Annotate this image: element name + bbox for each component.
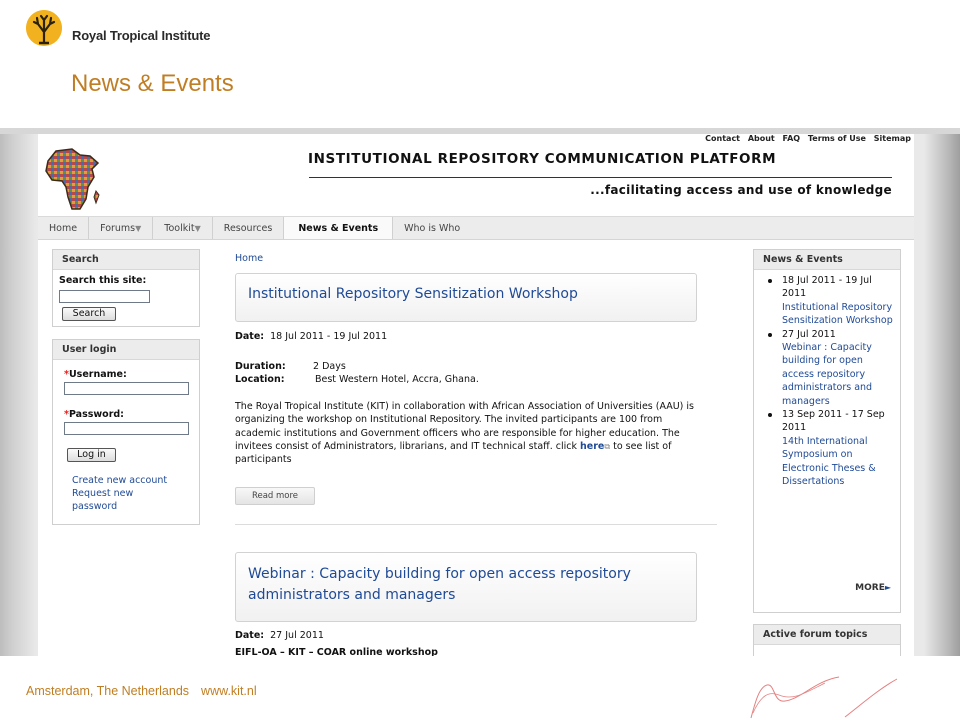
news-item [768,274,896,328]
kit-tree-logo-icon [26,10,62,46]
event1-location: Location: Best Western Hotel, Accra, Ghana. [235,374,479,385]
create-account-link[interactable]: Create new account [72,475,168,486]
news-date: 13 Sep 2011 - 17 Sep 2011 [782,409,885,434]
news-link[interactable]: Institutional Repository Sensitization Workshop [782,301,893,327]
bullet-icon [768,279,772,283]
username-field[interactable] [64,382,189,395]
active-forum-heading: Active forum topics [754,625,900,645]
request-password-line-1: Request new [72,488,134,499]
site-title: INSTITUTIONAL REPOSITORY COMMUNICATION PLATFORM [308,151,777,167]
breadcrumb-home[interactable]: Home [235,253,264,264]
top-link-about[interactable]: About [747,134,775,143]
brand-name: Royal Tropical Institute [72,28,211,43]
nav-news-events[interactable]: News & Events [284,217,393,239]
dropdown-caret-icon: ▼ [194,224,201,233]
more-link[interactable]: MORE► [855,583,891,593]
bullet-icon [768,333,772,337]
event1-title[interactable]: Institutional Repository Sensitization Workshop [248,286,578,302]
search-block [52,249,200,327]
africa-mosaic-logo[interactable] [42,147,102,213]
user-login-heading: User login [53,340,199,360]
password-field[interactable] [64,422,189,435]
arrow-right-icon: ► [884,583,891,592]
event1-duration: Duration: 2 Days [235,361,346,372]
nav-toolkit[interactable]: Toolkit▼ [153,217,212,239]
top-links [700,134,911,143]
event2-date: Date: 27 Jul 2011 [235,630,324,641]
event2-title-line-2: administrators and managers [248,587,456,603]
news-list [768,274,896,489]
event2-subtitle: EIFL-OA – KIT – COAR online workshop [235,647,438,656]
search-block-heading: Search [53,250,199,270]
search-button[interactable]: Search [62,307,116,321]
news-item [768,408,896,488]
top-link-sitemap[interactable]: Sitemap [873,134,911,143]
nav-forums[interactable]: Forums▼ [89,217,153,239]
news-events-block [753,249,901,613]
nav-home[interactable]: Home [38,217,89,239]
news-date: 18 Jul 2011 - 19 Jul 2011 [782,275,872,300]
top-link-faq[interactable]: FAQ [782,134,801,143]
footer-url[interactable]: www.kit.nl [201,684,257,698]
content-separator [235,524,717,525]
news-item [768,328,896,408]
event1-date: Date: 18 Jul 2011 - 19 Jul 2011 [235,331,388,342]
participants-link[interactable]: here [580,440,605,452]
news-link[interactable]: 14th International Symposium on Electronic Theses & Dissertations [782,435,876,488]
website-screenshot [38,134,914,656]
main-nav [38,216,914,240]
nav-who-is-who[interactable]: Who is Who [404,223,461,234]
search-label: Search this site: [59,275,147,286]
request-password-line-2: password [72,501,118,512]
news-link[interactable]: Webinar : Capacity building for open access repository administrators and managers [782,342,873,407]
active-forum-block [753,624,901,656]
news-events-heading: News & Events [754,250,900,270]
event1-description: The Royal Tropical Institute (KIT) in collaboration with African Association of Universities (AAU) is organizing the workshop on Institutional Repository. The invited participants are 100 from academic institutions and Government officers who are responsible for higher education. The invitees consist of Administrators, librarians, and IT technical staff. click here⧉ to see list of participants [235,401,694,466]
dropdown-caret-icon: ▼ [135,224,142,233]
search-input[interactable] [59,290,150,303]
site-tagline: ...facilitating access and use of knowledge [590,183,892,197]
slide-footer [26,684,257,698]
event2-title-line-1: Webinar : Capacity building for open access repository [248,566,631,582]
top-link-contact[interactable]: Contact [705,134,741,143]
user-login-block [52,339,200,525]
decorative-swoosh-icon [745,673,905,720]
news-date: 27 Jul 2011 [782,328,836,340]
event2-title[interactable] [248,564,631,606]
request-password-link[interactable] [72,487,133,513]
slide-title: News & Events [71,70,234,97]
username-label: *Username: [64,369,127,380]
bullet-icon [768,413,772,417]
external-link-icon: ⧉ [604,441,611,451]
login-button[interactable]: Log in [67,448,116,462]
title-divider [309,177,892,178]
footer-location: Amsterdam, The Netherlands [26,684,190,698]
password-label: *Password: [64,409,124,420]
nav-resources[interactable]: Resources [213,217,285,239]
read-more-button[interactable]: Read more [235,487,315,505]
top-link-terms[interactable]: Terms of Use [807,134,866,143]
